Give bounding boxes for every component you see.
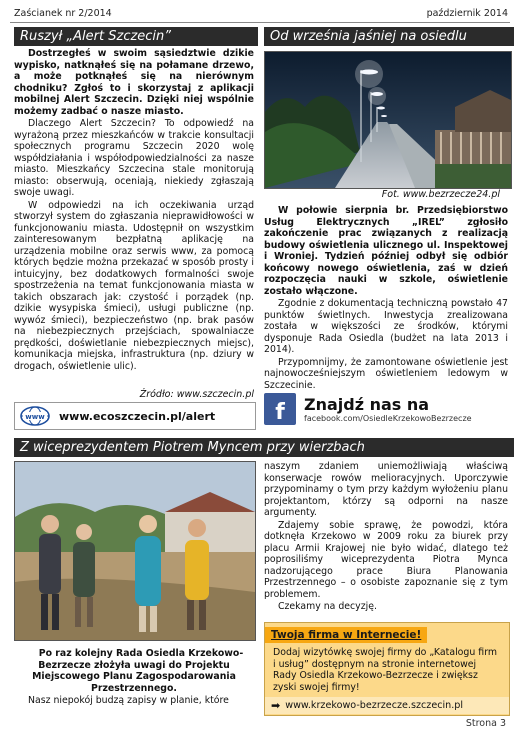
svg-text:www: www: [25, 413, 45, 421]
lighting-article-paragraph-2: Przypomnijmy, że zamontowane oświetlenie jest najnowocześniejszym oświetleniem ledowym w Szczecinie.: [264, 356, 508, 391]
www-globe-icon: [19, 405, 51, 427]
firm-box-url[interactable]: www.krzekowo-bezrzecze.szczecin.pl: [285, 700, 464, 711]
alert-article-lead: Dostrzegłeś w swoim sąsiedztwie dzikie wypisko, natknąłeś się na połamane drzewo, a może potknąłeś się na nierównym chodniku? Zgłoś to i skorzystaj z aplikacji mobilnej Alert Szczecin. Dzięki niej wspólnie możemy zadbać o nasze miasto.: [14, 48, 254, 117]
vp-article-paragraph-1-cont: naszym zdaniem uniemożliwiają właściwą konserwacje rowów melioracyjnych. Uporczywie przypominamy o tym przy każdym wyłożeniu planu projektantom, którzy są odporni na nasze argumenty.: [264, 461, 508, 518]
issue-date: październik 2014: [426, 8, 508, 19]
alert-article-source: Źródło: www.szczecin.pl: [139, 389, 254, 400]
vp-meeting-photo: [14, 461, 256, 641]
arrow-right-icon: ➡: [271, 699, 281, 712]
alert-link-box[interactable]: [14, 402, 256, 430]
alert-article-body: [14, 48, 254, 373]
firm-box-link[interactable]: [265, 697, 509, 714]
vp-article-paragraph-1-start: Nasz niepokój budzą zapisy w planie, które: [28, 695, 229, 706]
facebook-url[interactable]: facebook.com/OsiedleKrzekowoBezrzecze: [304, 413, 472, 423]
lighting-article-title: Od września jaśniej na osiedlu: [264, 27, 514, 46]
lighting-article-paragraph-1: Zgodnie z dokumentacją techniczną powstało 47 punktów świetlnych. Inwestycja zrealizowana została w większości ze środków, którymi dysponuje Rada Osiedla (budżet na lata 2013 i 2014).: [264, 298, 508, 355]
facebook-box[interactable]: [264, 392, 510, 426]
lighting-article-lead: W połowie sierpnia br. Przedsiębiorstwo Usług Elektrycznych „IREL” zgłosiło zakończenie prac związanych z realizacją budowy oświetlenia ulicznego ul. Inspektowej i Wroniej. Tydzień później odbył się odbiór końcowy nowego oświetlenia, zaś w dzień rozpoczęcia nauki w szkole, oświetlenie zostało włączone.: [264, 205, 508, 297]
alert-link[interactable]: www.ecoszczecin.pl/alert: [59, 409, 216, 423]
vp-article-title: Z wiceprezydentem Piotrem Myncem przy wierzbach: [14, 438, 514, 457]
vp-article-lead: Po raz kolejny Rada Osiedla Krzekowo-Bezrzecze złożyła uwagi do Projektu Miejscowego Planu Zagospodarowania Przestrzennego.: [32, 648, 244, 694]
lighting-photo-caption: Fot. www.bezrzecze24.pl: [381, 189, 500, 200]
alert-article-title: Ruszył „Alert Szczecin”: [14, 27, 258, 46]
facebook-title: Znajdź nas na: [304, 394, 430, 414]
firm-catalog-box: [264, 622, 510, 716]
firm-box-title: Twoja firma w Internecie!: [265, 627, 427, 643]
header-divider: [10, 22, 510, 23]
issue-label: Zaścianek nr 2/2014: [14, 8, 112, 19]
vp-article-right-text: [264, 461, 508, 614]
street-lighting-photo: [264, 51, 512, 189]
page-number: Strona 3: [465, 718, 506, 729]
firm-box-body: Dodaj wizytówkę swojej firmy do „Katalogu firm i usług” dostępnym na stronie internetowej Rady Osiedla Krzekowo-Bezrzecze i zwiększ zyski swojej firmy!: [273, 647, 498, 693]
lighting-article-body: [264, 205, 508, 392]
facebook-icon: f: [264, 393, 296, 425]
alert-article-paragraph-2: W odpowiedzi na ich oczekiwania urząd stworzył system do zgłaszania nieprawidłowości w funkcjonowaniu miasta. Udostępnił on wszystkim zainteresowanym bezpłatną aplikację na urządzenia mobilne oraz serwis www, za pomocą których będzie można przekazać w sposób prosty i intuicyjny, bez dodatkowych formalności swoje spostrzeżenia na temat funkcjonowania miasta w takich obszarach jak: czystość i porządek (np. dzikie wysypiska śmieci), usługi publiczne (np. wywóz śmieci), bezpieczeństwo (np. brak pasów na niebezpiecznych przejściach, spowalniacze prędkości, doświetlanie niebezpiecznych miejsc), komunikacja miejska, infrastruktura (np. dziury w drogach, oświetlenie ulic).: [14, 199, 254, 372]
vp-article-left-text: [14, 648, 254, 708]
vp-article-paragraph-2: Zdajemy sobie sprawę, że powodzi, która dotknęła Krzekowo w 2009 roku za biurek przy placu Armii Krajowej nie było widać, dlatego też poprosiliśmy wiceprezydenta Piotra Mynca nadzorującego prace Biura Planowania Przestrzennego – o osobiste zapoznanie się z tym problemem.: [264, 519, 508, 600]
vp-article-paragraph-3: Czekamy na decyzję.: [278, 601, 377, 612]
alert-article-paragraph-1: Dlaczego Alert Szczecin? To odpowiedź na wyrażoną przez mieszkańców w trakcie konsultacji społecznych programu Szczecin 2020 wolę współdziałania i współodpowiedzialności za nasze miasto. Mieszkańcy Szczecina stale monitorują miasto: obserwują, oceniają, niekiedy zgłaszają swoje uwagi.: [14, 118, 254, 198]
